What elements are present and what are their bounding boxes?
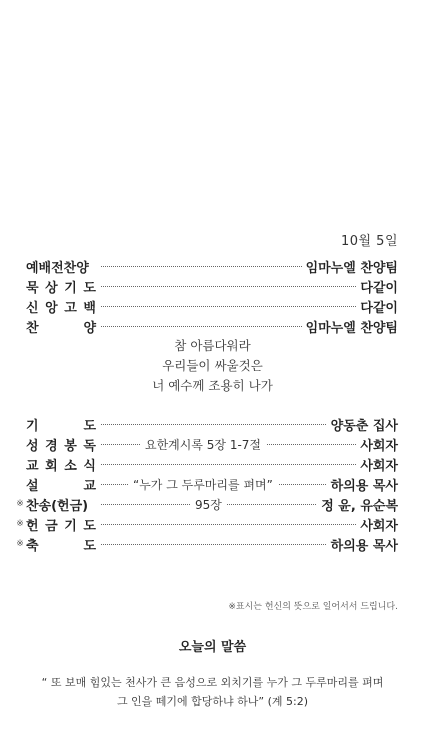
order-leader: 임마누엘 찬양팀 (302, 317, 398, 336)
label-char: 신 (26, 300, 39, 316)
leader-dots (101, 464, 396, 465)
order-row (0, 434, 425, 454)
order-row (0, 474, 425, 494)
order-label: 찬송(헌금) (26, 498, 89, 514)
label-char: 양 (83, 320, 96, 336)
order-leader: 사회자 (356, 515, 398, 534)
order-leader: 임마누엘 찬양팀 (302, 257, 398, 276)
label-char: 교 (26, 458, 39, 474)
scripture-verse (0, 673, 425, 711)
order-label (26, 455, 96, 474)
order-row (0, 454, 425, 474)
label-char: 기 (64, 518, 77, 534)
label-char: 기 (64, 280, 77, 296)
leader-dots (101, 306, 396, 307)
hymn-number: 95장 (190, 496, 227, 513)
label-char: 도 (83, 538, 96, 554)
song-lyrics (0, 336, 425, 396)
standing-mark: ※ (16, 539, 24, 549)
order-label (26, 435, 96, 454)
label-char: 고 (64, 300, 77, 316)
standing-mark: ※ (16, 519, 24, 529)
label-char: 금 (45, 518, 58, 534)
order-leader: 하의용 목사 (327, 475, 398, 494)
order-row (0, 534, 425, 554)
order-label (26, 515, 96, 534)
order-row (0, 414, 425, 434)
label-char: 상 (45, 280, 58, 296)
label-char: 기 (26, 418, 39, 434)
standing-mark: ※ (16, 499, 24, 509)
order-row (0, 494, 425, 514)
label-char: 성 (26, 438, 39, 454)
order-leader: 정 윤, 유순복 (317, 495, 398, 514)
order-leader: 양동춘 집사 (327, 415, 398, 434)
label-char: 축 (26, 538, 39, 554)
order-row (0, 256, 425, 276)
sermon-title: “누가 그 두루마리를 펴며” (128, 476, 278, 493)
verse-line: 그 인을 떼기에 합당하냐 하나” (계 5:2) (116, 695, 309, 708)
standing-note: ※표시는 헌신의 뜻으로 일어서서 드립니다. (228, 602, 398, 612)
label-char: 설 (26, 478, 39, 494)
order-label (26, 415, 96, 434)
service-date: 10월 5일 (340, 234, 398, 249)
order-leader: 사회자 (356, 455, 398, 474)
label-char: 묵 (26, 280, 39, 296)
order-leader: 하의용 목사 (327, 535, 398, 554)
label-char: 독 (83, 438, 96, 454)
song-line: 너 예수께 조용히 나가 (152, 378, 273, 393)
order-label (26, 317, 96, 336)
leader-dots (101, 286, 396, 287)
order-label (26, 277, 96, 296)
order-row (0, 514, 425, 534)
order-label (26, 475, 96, 494)
order-detail: 요한계시록 5장 1-7절 (140, 436, 266, 453)
todays-word-title: 오늘의 말씀 (178, 640, 247, 655)
order-leader: 다같이 (356, 297, 398, 316)
song-line: 참 아름다워라 (174, 338, 251, 353)
label-char: 찬 (26, 320, 39, 336)
verse-line: “ 또 보매 힘있는 천사가 큰 음성으로 외치기를 누가 그 두루마리를 펴며 (41, 676, 384, 689)
order-label: 예배전찬양 (26, 260, 89, 276)
label-char: 도 (83, 418, 96, 434)
order-label (26, 535, 96, 554)
order-row (0, 296, 425, 316)
label-char: 앙 (45, 300, 58, 316)
label-char: 도 (83, 518, 96, 534)
leader-dots (101, 524, 396, 525)
label-char: 헌 (26, 518, 39, 534)
label-char: 백 (83, 300, 96, 316)
order-leader: 다같이 (356, 277, 398, 296)
song-line: 우리들이 싸울것은 (162, 358, 263, 373)
label-char: 도 (83, 280, 96, 296)
label-char: 회 (45, 458, 58, 474)
label-char: 식 (83, 458, 96, 474)
label-char: 소 (64, 458, 77, 474)
order-row (0, 316, 425, 336)
label-char: 봉 (64, 438, 77, 454)
order-row (0, 276, 425, 296)
order-leader: 사회자 (356, 435, 398, 454)
label-char: 교 (83, 478, 96, 494)
label-char: 경 (45, 438, 58, 454)
order-label (26, 297, 96, 316)
